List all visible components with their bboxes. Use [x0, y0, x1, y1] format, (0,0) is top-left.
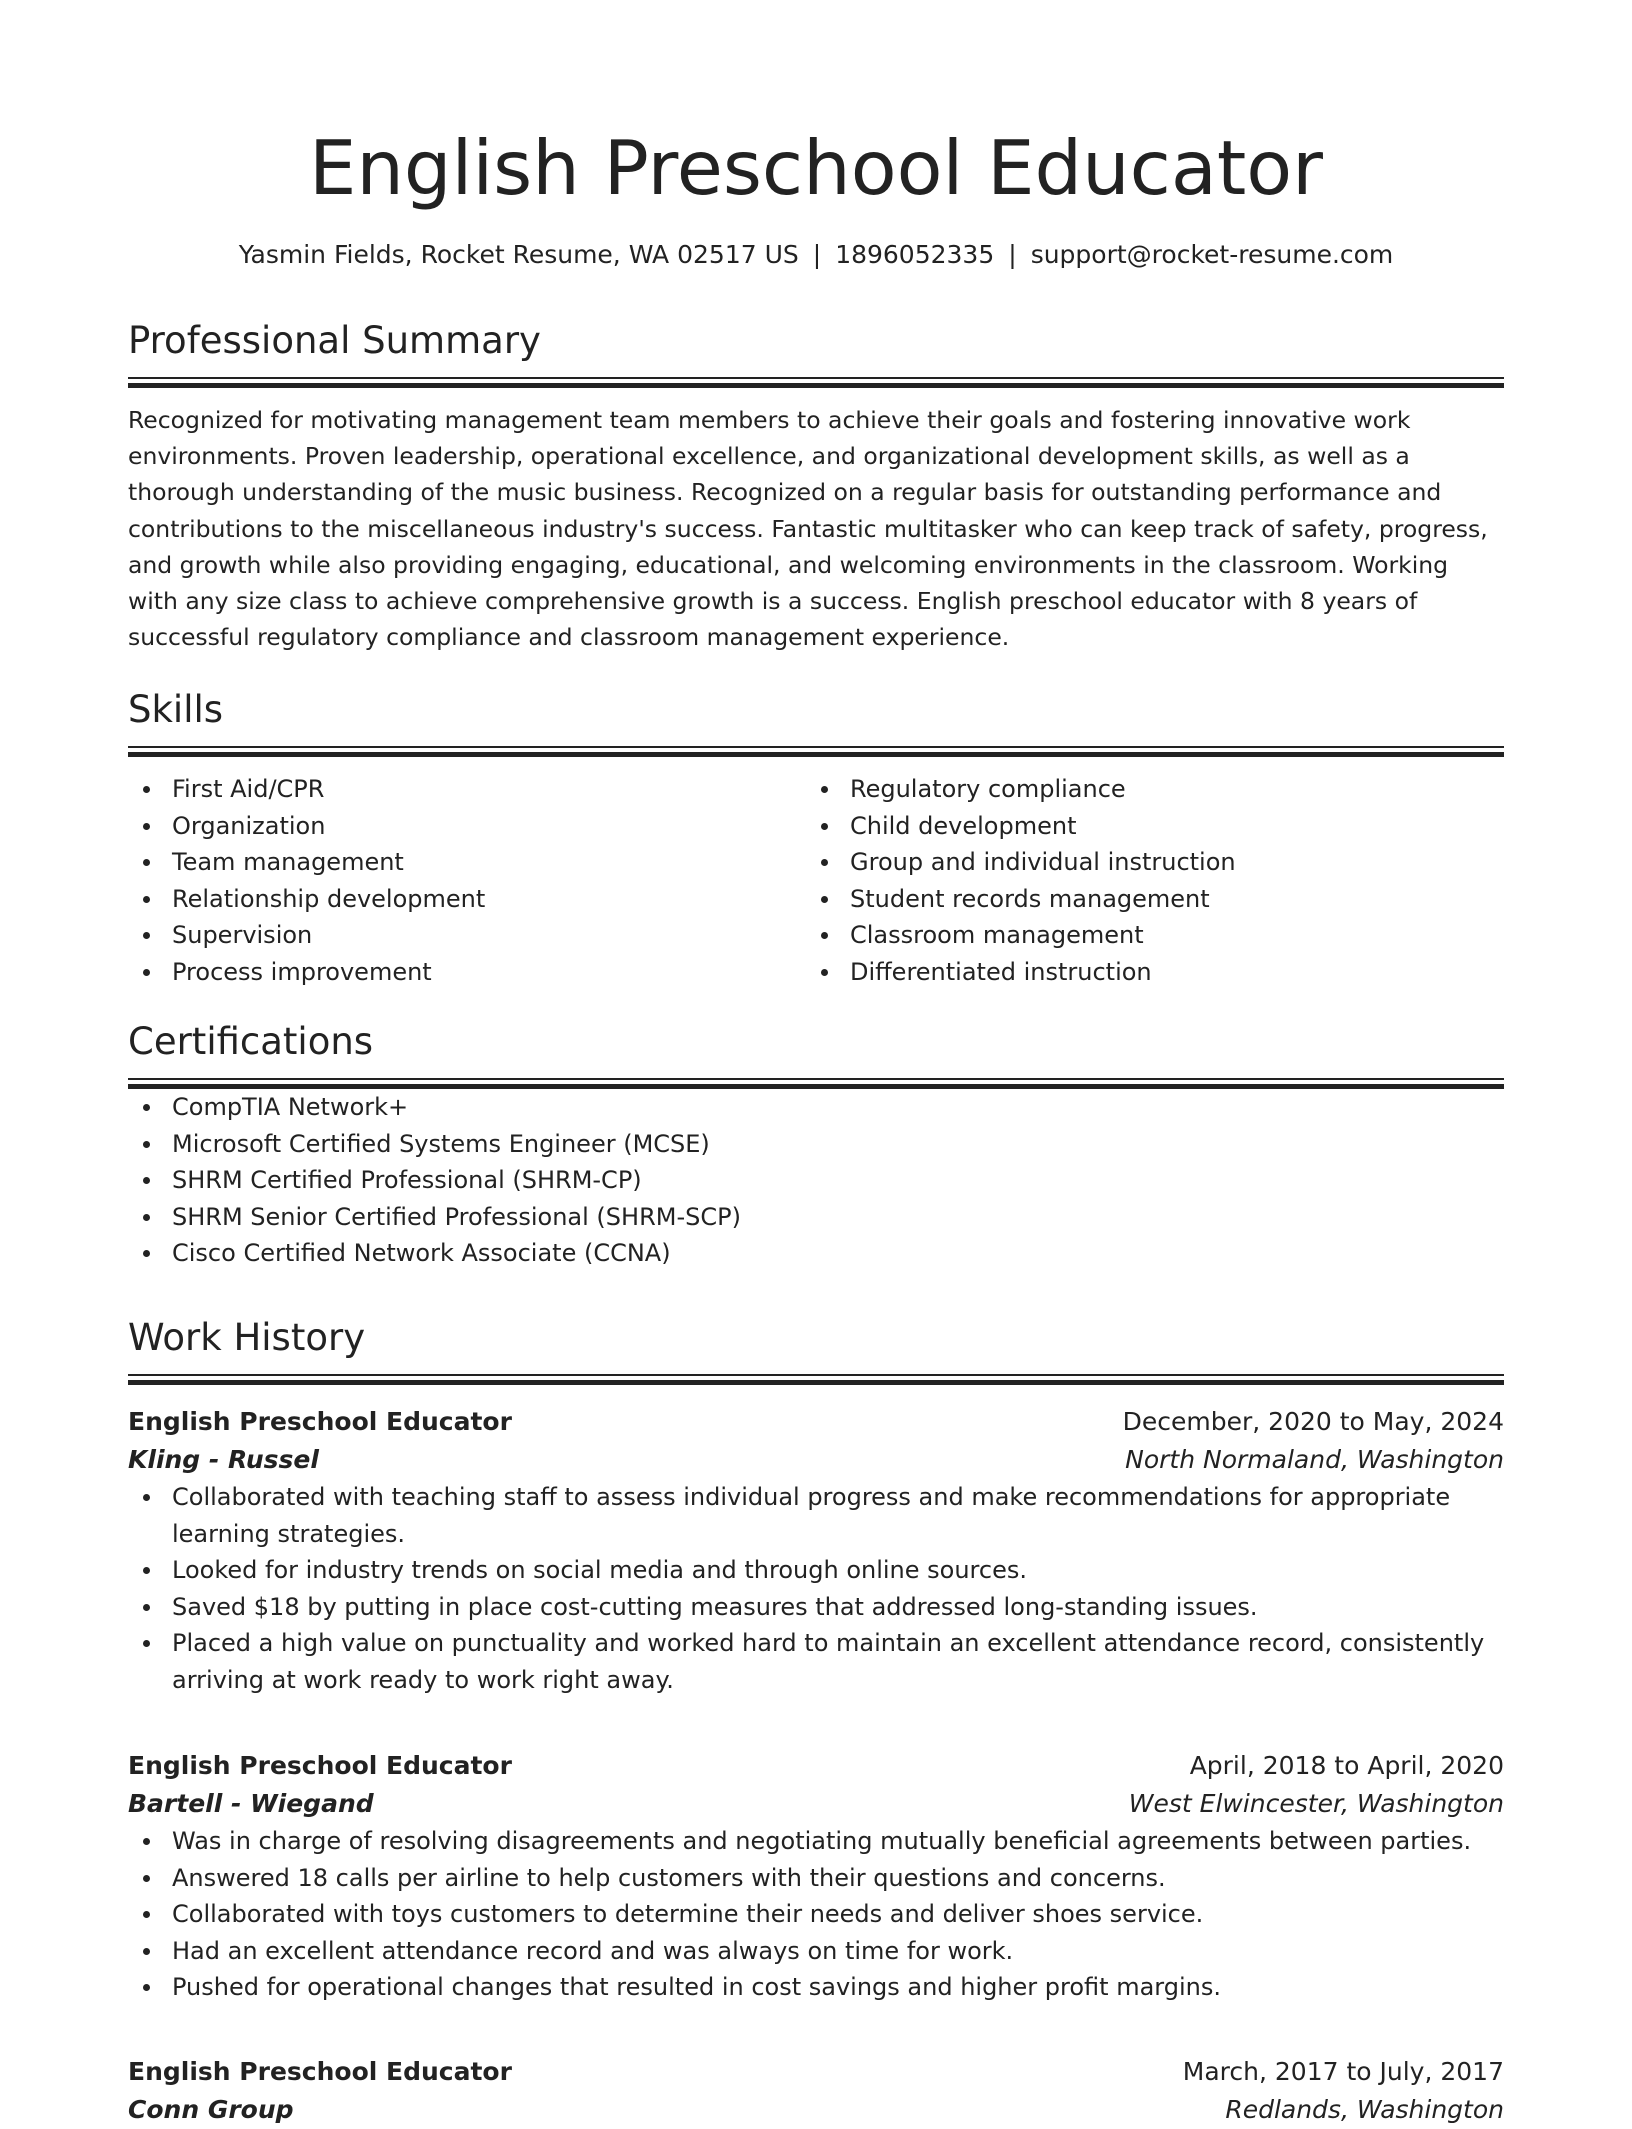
certification-item: SHRM Senior Certified Professional (SHRM-SCP) — [128, 1199, 1504, 1236]
section-divider — [128, 1374, 1504, 1385]
contact-email: support@rocket-resume.com — [1030, 240, 1394, 269]
certifications-heading: Certifications — [128, 1020, 374, 1063]
certifications-list — [128, 1089, 1504, 1272]
skill-item: Classroom management — [806, 917, 1484, 954]
job-subheader-row — [128, 1785, 1504, 1823]
contact-separator: | — [1008, 240, 1017, 269]
contact-separator: | — [812, 240, 822, 269]
job-bullets — [128, 1479, 1504, 1698]
contact-line — [128, 237, 1504, 273]
job-bullet: Answered 18 calls per airline to help customers with their questions and concerns. — [128, 1860, 1504, 1897]
job-entry — [128, 1747, 1504, 2006]
section-divider — [128, 746, 1504, 757]
job-title: English Preschool Educator — [128, 1407, 512, 1436]
section-divider — [128, 377, 1504, 388]
summary-section — [128, 317, 1504, 655]
job-location: Redlands, Washington — [1225, 2095, 1504, 2124]
skill-item: Supervision — [128, 917, 806, 954]
contact-phone: 1896052335 — [835, 240, 995, 269]
job-location: North Normaland, Washington — [1125, 1445, 1504, 1474]
job-entry — [128, 1403, 1504, 1698]
skill-item: Child development — [806, 808, 1484, 845]
skills-heading: Skills — [128, 688, 224, 731]
certification-item: Cisco Certified Network Associate (CCNA) — [128, 1235, 1504, 1272]
skill-item: Student records management — [806, 881, 1484, 918]
job-bullet: Collaborated with toys customers to determine their needs and deliver shoes service. — [128, 1896, 1504, 1933]
job-bullet: Pushed for operational changes that resulted in cost savings and higher profit margins. — [128, 1969, 1504, 2006]
summary-heading: Professional Summary — [128, 319, 541, 362]
summary-text: Recognized for motivating management team members to achieve their goals and fostering innovative work environments. Proven leadership, operational excellence, and organizational development skills, as well as a thorough understanding of the music business. Recognized on a regular basis for outstanding performance and contributions to the miscellaneous industry's success. Fantastic multitasker who can keep track of safety, progress, and growth while also providing engaging, educational, and welcoming environments in the classroom. Working with any size class to achieve comprehensive growth is a success. English preschool educator with 8 years of successful regulatory compliance and classroom management experience. — [128, 406, 1488, 652]
skill-item: Process improvement — [128, 954, 806, 991]
job-bullet: Had an excellent attendance record and was always on time for work. — [128, 1933, 1504, 1970]
job-header-row — [128, 1747, 1504, 1785]
job-bullet: Placed a high value on punctuality and worked hard to maintain an excellent attendance record, consistently arriving at work ready to work right away. — [128, 1625, 1504, 1698]
skills-columns — [128, 771, 1504, 990]
job-title: English Preschool Educator — [128, 2057, 512, 2086]
skill-item: Group and individual instruction — [806, 844, 1484, 881]
section-divider — [128, 1078, 1504, 1089]
certification-item: Microsoft Certified Systems Engineer (MCSE) — [128, 1126, 1504, 1163]
skill-item: Regulatory compliance — [806, 771, 1484, 808]
job-bullet: Looked for industry trends on social media and through online sources. — [128, 1552, 1504, 1589]
job-dates: April, 2018 to April, 2020 — [1189, 1751, 1504, 1780]
job-bullet: Saved $18 by putting in place cost-cutting measures that addressed long-standing issues. — [128, 1589, 1504, 1626]
job-header-row — [128, 1403, 1504, 1441]
job-company: Kling - Russel — [128, 1445, 319, 1474]
job-location: West Elwincester, Washington — [1128, 1789, 1504, 1818]
skills-section — [128, 686, 1504, 990]
job-bullet: Collaborated with teaching staff to assess individual progress and make recommendations for appropriate learning strategies. — [128, 1479, 1504, 1552]
skill-item: Differentiated instruction — [806, 954, 1484, 991]
job-entry — [128, 2053, 1504, 2129]
job-subheader-row — [128, 2091, 1504, 2129]
certification-item: CompTIA Network+ — [128, 1089, 1504, 1126]
work-history-section — [128, 1314, 1504, 1385]
resume-title: English Preschool Educator — [308, 124, 1324, 212]
job-dates: March, 2017 to July, 2017 — [1182, 2057, 1504, 2086]
skills-list-left — [128, 771, 806, 990]
work-history-heading: Work History — [128, 1316, 366, 1359]
skill-item: Organization — [128, 808, 806, 845]
certifications-section — [128, 1018, 1504, 1272]
job-dates: December, 2020 to May, 2024 — [1122, 1407, 1504, 1436]
job-bullet: Was in charge of resolving disagreements and negotiating mutually beneficial agreements between parties. — [128, 1823, 1504, 1860]
job-company: Bartell - Wiegand — [128, 1789, 374, 1818]
job-title: English Preschool Educator — [128, 1751, 512, 1780]
job-subheader-row — [128, 1441, 1504, 1479]
job-header-row — [128, 2053, 1504, 2091]
job-company: Conn Group — [128, 2095, 294, 2124]
contact-address: Yasmin Fields, Rocket Resume, WA 02517 US — [238, 240, 799, 269]
certification-item: SHRM Certified Professional (SHRM-CP) — [128, 1162, 1504, 1199]
skill-item: Relationship development — [128, 881, 806, 918]
job-bullets — [128, 1823, 1504, 2006]
skills-list-right — [806, 771, 1484, 990]
skill-item: First Aid/CPR — [128, 771, 806, 808]
skill-item: Team management — [128, 844, 806, 881]
